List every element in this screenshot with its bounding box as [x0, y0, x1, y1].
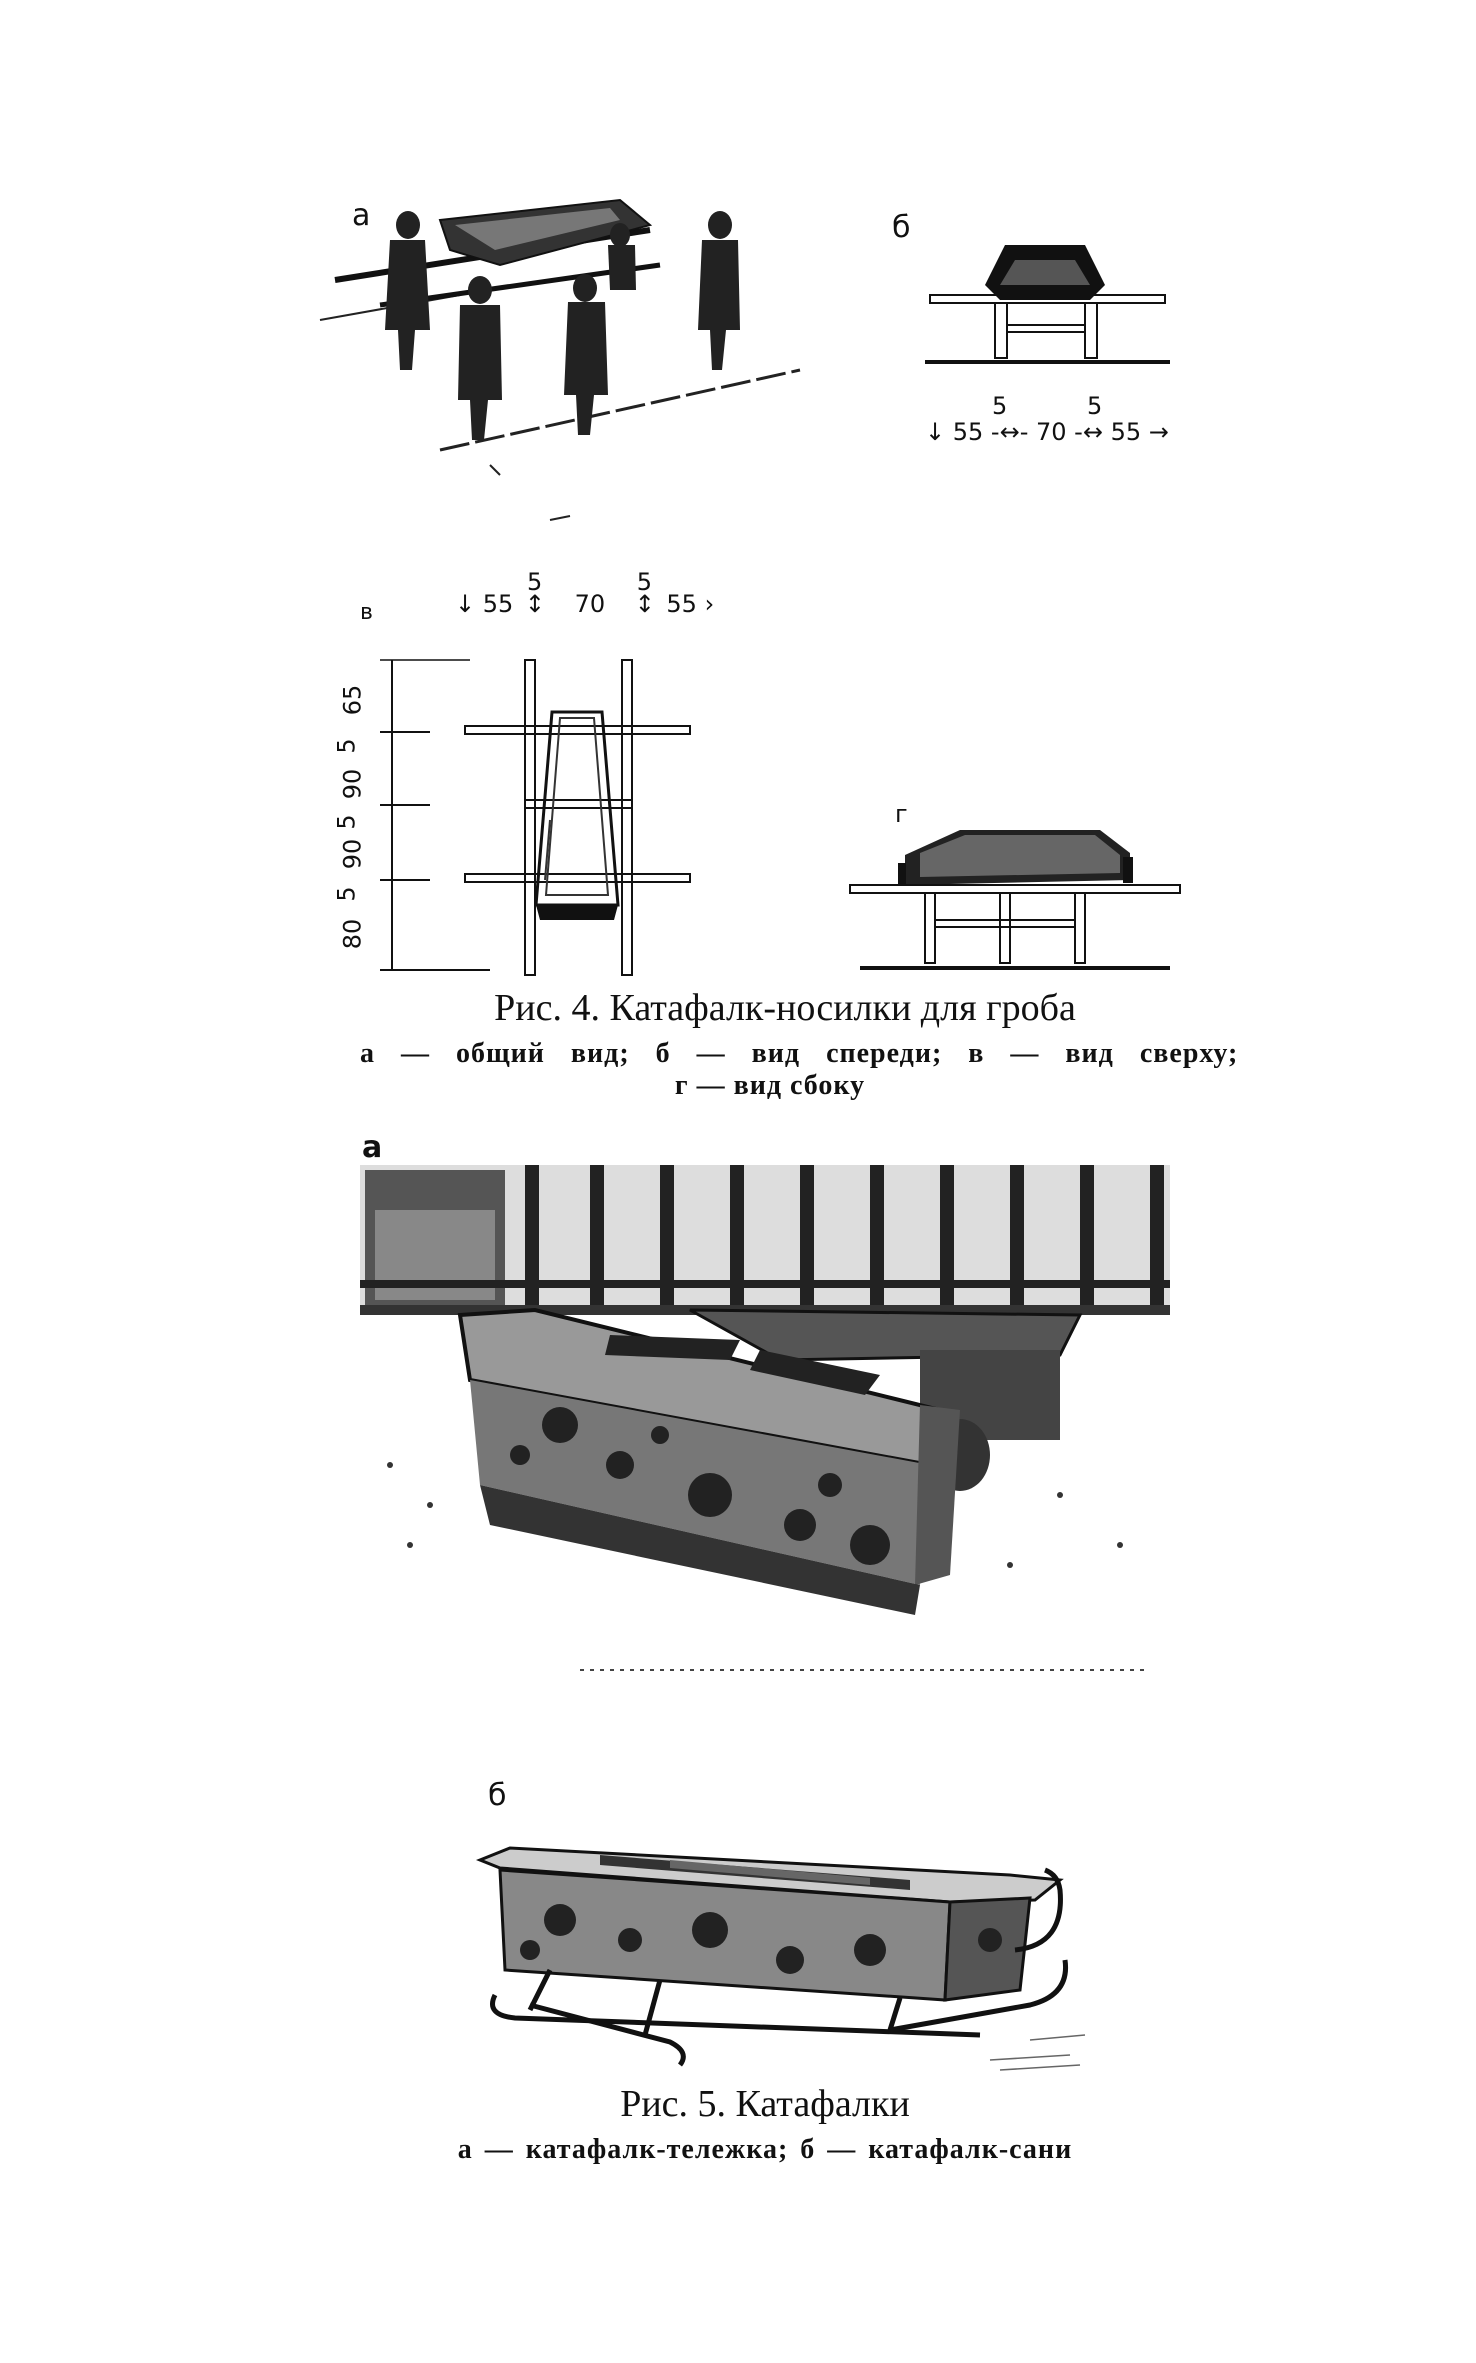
- fig5-sled-hearse-photo: [470, 1820, 1090, 2080]
- fig5-cart-hearse-photo: [360, 1165, 1170, 1685]
- fig4-top-dimension-row: ↓ 55 5 ↕ 70 5 ↕ 55 ›: [455, 568, 715, 618]
- fig4-side-dim-5c: 5: [332, 886, 361, 902]
- fig5-panel-a-label: а: [362, 1130, 383, 1165]
- fig4-top-dim-right: 55: [666, 590, 697, 618]
- fig4-panel-v-label: в: [360, 600, 373, 625]
- fig4-front-dimension-row: ↓ 55 -↔- 70 -↔ 55 →: [925, 418, 1169, 446]
- fig4-side-dim-90a: 90: [338, 768, 367, 800]
- fig4-side-view-drawing: [850, 825, 1180, 975]
- fig4-front-view-drawing: [925, 230, 1170, 370]
- fig4-panel-a-label: а: [352, 198, 371, 233]
- fig4-panel-g-label: г: [895, 800, 908, 828]
- fig4-general-view-illustration: [320, 180, 820, 540]
- fig5-panel-b-label: б: [488, 1778, 507, 1813]
- fig4-side-dim-65: 65: [338, 684, 367, 716]
- fig4-side-dim-5b: 5: [332, 814, 361, 830]
- fig5-caption-line1: а — катафалк-тележка; б — катафалк-сани: [457, 2134, 1073, 2165]
- fig4-side-dim-80: 80: [338, 918, 367, 950]
- fig4-front-dim-top-b: 5: [1087, 392, 1103, 420]
- fig4-top-dim-mid: 70: [574, 590, 606, 618]
- fig5-caption-title: Рис. 5. Катафалки: [620, 2083, 910, 2125]
- fig4-side-dim-90b: 90: [338, 838, 367, 870]
- fig4-top-view-drawing: [380, 640, 710, 980]
- fig4-top-dim-left: 55: [482, 590, 514, 618]
- fig4-top-dim-s1: 5: [526, 568, 543, 596]
- fig4-side-dim-5a: 5: [332, 738, 361, 754]
- fig4-top-dim-s2: 5: [636, 568, 653, 596]
- fig4-front-dim-top-a: 5: [992, 392, 1008, 420]
- fig4-panel-b-label: б: [892, 210, 911, 245]
- fig4-front-dim-left: 55: [952, 418, 984, 446]
- fig4-caption-line2: г — вид сбоку: [674, 1070, 866, 1101]
- fig4-caption-line1: а — общий вид; б — вид спереди; в — вид сверху;: [360, 1038, 1239, 1069]
- fig4-front-dim-mid: 70: [1035, 418, 1067, 446]
- fig4-front-dim-right: 55: [1110, 418, 1142, 446]
- fig4-caption-title: Рис. 4. Катафалк-носилки для гроба: [494, 987, 1076, 1029]
